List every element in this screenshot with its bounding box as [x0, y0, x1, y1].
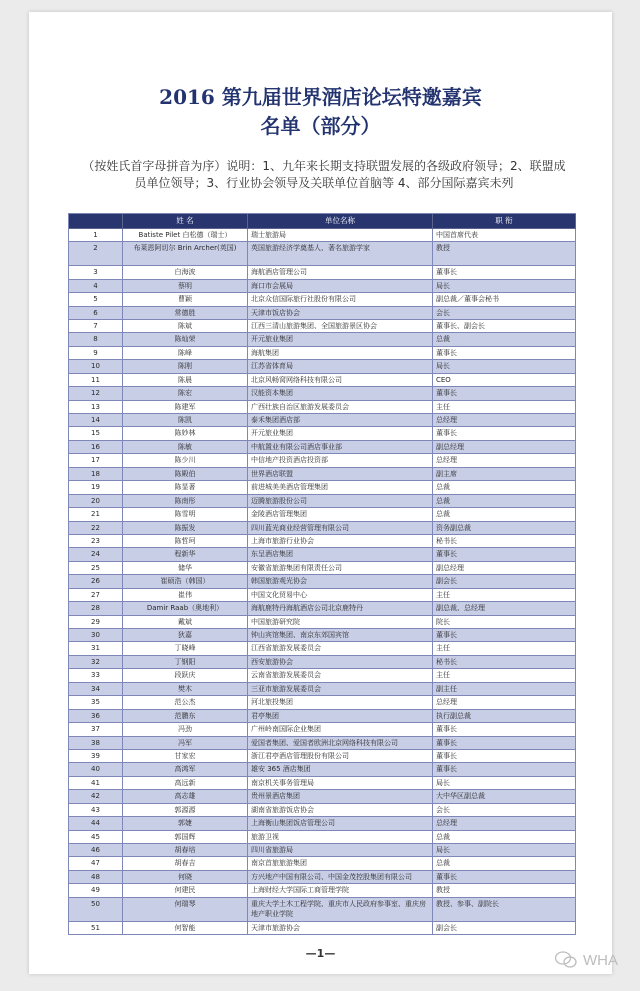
guest-name: 陈斌	[123, 320, 248, 333]
row-index: 2	[69, 242, 123, 266]
row-index: 44	[69, 817, 123, 830]
row-index: 42	[69, 790, 123, 803]
table-row	[69, 333, 576, 346]
guest-title: 局长	[433, 844, 576, 857]
guest-unit: 泰禾集团酒店部	[248, 414, 433, 427]
table-row	[69, 922, 576, 935]
guest-name: 高鸿军	[123, 763, 248, 776]
guest-title: 局长	[433, 360, 576, 373]
table-row	[69, 266, 576, 279]
table-row	[69, 683, 576, 696]
table-row	[69, 293, 576, 306]
guest-name: 常德胜	[123, 307, 248, 320]
row-index: 38	[69, 737, 123, 750]
table-row	[69, 737, 576, 750]
row-index: 27	[69, 589, 123, 602]
row-index: 37	[69, 723, 123, 736]
guest-name: 胡春培	[123, 844, 248, 857]
guest-title: 董事长	[433, 347, 576, 360]
row-index: 49	[69, 884, 123, 897]
guest-unit: 天津市饭店协会	[248, 307, 433, 320]
guest-name: 冯军	[123, 737, 248, 750]
table-row	[69, 360, 576, 373]
guest-unit: 海航集团	[248, 347, 433, 360]
guest-title: 局长	[433, 777, 576, 790]
guest-name: 陈显著	[123, 481, 248, 494]
guest-unit: 海航酒店管理公司	[248, 266, 433, 279]
table-row	[69, 575, 576, 588]
guest-name: 甘家宏	[123, 750, 248, 763]
row-index: 46	[69, 844, 123, 857]
guest-name: 陈哲珂	[123, 535, 248, 548]
guest-table	[68, 213, 576, 935]
guest-unit: 瑞士旅游局	[248, 229, 433, 242]
guest-name: 陈振发	[123, 522, 248, 535]
table-row	[69, 629, 576, 642]
guest-unit: 三亚市旅游发展委员会	[248, 683, 433, 696]
row-index: 28	[69, 602, 123, 615]
table-row	[69, 763, 576, 776]
row-index: 23	[69, 535, 123, 548]
table-row	[69, 844, 576, 857]
row-index: 8	[69, 333, 123, 346]
guest-name: 何晓	[123, 871, 248, 884]
guest-unit: 雄安 365 酒店集团	[248, 763, 433, 776]
guest-name: 范公杰	[123, 696, 248, 709]
guest-unit: 安徽省旅游集团有限责任公司	[248, 562, 433, 575]
guest-name: 胡春吉	[123, 857, 248, 870]
guest-name: 陈建军	[123, 401, 248, 414]
guest-title: 董事长	[433, 427, 576, 440]
row-index: 45	[69, 831, 123, 844]
guest-title: 总裁	[433, 333, 576, 346]
guest-name: Damir Raab（奥地利）	[123, 602, 248, 615]
row-index: 22	[69, 522, 123, 535]
row-index: 41	[69, 777, 123, 790]
table-row	[69, 817, 576, 830]
guest-name: 何瑞琴	[123, 898, 248, 922]
guest-unit: 君亭集团	[248, 710, 433, 723]
row-index: 26	[69, 575, 123, 588]
table-row	[69, 642, 576, 655]
header-title: 职 衔	[433, 214, 576, 229]
guest-title: 总裁	[433, 508, 576, 521]
row-index: 12	[69, 387, 123, 400]
guest-unit: 上海市旅游行业协会	[248, 535, 433, 548]
guest-unit: 江西省旅游发展委员会	[248, 642, 433, 655]
guest-unit: 云南省旅游发展委员会	[248, 669, 433, 682]
document-subtitle: 名单（部分）	[260, 114, 381, 138]
table-row	[69, 280, 576, 293]
table-row	[69, 616, 576, 629]
guest-unit: 贵州景酒店集团	[248, 790, 433, 803]
row-index: 36	[69, 710, 123, 723]
guest-unit: 前进城美美酒店管理集团	[248, 481, 433, 494]
guest-name: 高远新	[123, 777, 248, 790]
row-index: 34	[69, 683, 123, 696]
guest-name: 戴斌	[123, 616, 248, 629]
guest-title: 副主席	[433, 468, 576, 481]
guest-unit: 开元旅业集团	[248, 427, 433, 440]
row-index: 1	[69, 229, 123, 242]
table-row	[69, 804, 576, 817]
guest-title: 董事长	[433, 737, 576, 750]
guest-name: 白海波	[123, 266, 248, 279]
guest-title: 主任	[433, 589, 576, 602]
guest-title: 董事长	[433, 763, 576, 776]
guest-title: 总裁	[433, 857, 576, 870]
guest-unit: 海航鹿特丹海航酒店公司北京鹿特丹	[248, 602, 433, 615]
table-row	[69, 589, 576, 602]
guest-name: 丁钢阳	[123, 656, 248, 669]
table-row	[69, 898, 576, 922]
guest-name: 布莱恩阿切尔 Brin Archer(英国)	[123, 242, 248, 266]
row-index: 40	[69, 763, 123, 776]
guest-title: 董事长	[433, 723, 576, 736]
guest-unit: 中国旅游研究院	[248, 616, 433, 629]
guest-name: 冯劲	[123, 723, 248, 736]
guest-title: 董事长	[433, 548, 576, 561]
guest-name: 高志雄	[123, 790, 248, 803]
guest-name: 陈晨	[123, 374, 248, 387]
guest-unit: 北京风畅窝网络科技有限公司	[248, 374, 433, 387]
guest-title: 总经理	[433, 414, 576, 427]
table-row	[69, 871, 576, 884]
table-row	[69, 468, 576, 481]
table-row	[69, 562, 576, 575]
row-index: 50	[69, 898, 123, 922]
table-row	[69, 522, 576, 535]
guest-unit: 广西壮族自治区旅游发展委员会	[248, 401, 433, 414]
row-index: 48	[69, 871, 123, 884]
guest-title: 秘书长	[433, 535, 576, 548]
guest-name: 储华	[123, 562, 248, 575]
row-index: 18	[69, 468, 123, 481]
guest-name: 陈少川	[123, 454, 248, 467]
guest-unit: 上海衡山集团饭店管理公司	[248, 817, 433, 830]
row-index: 25	[69, 562, 123, 575]
guest-name: 陈妙林	[123, 427, 248, 440]
document-note: （按姓氏首字母拼音为序）说明：1、九年来长期支持联盟发展的各级政府领导；2、联盟成员单位领导；3、行业协会领导及关联单位首脑等 4、部分国际嘉宾未列	[82, 159, 566, 190]
guest-title: 副总裁／董事会秘书	[433, 293, 576, 306]
guest-title: 总裁	[433, 481, 576, 494]
table-row	[69, 347, 576, 360]
row-index: 13	[69, 401, 123, 414]
guest-unit: 东呈酒店集团	[248, 548, 433, 561]
guest-unit: 钟山宾馆集团、南京东郊国宾馆	[248, 629, 433, 642]
guest-unit: 旅游卫视	[248, 831, 433, 844]
guest-name: 樊木	[123, 683, 248, 696]
guest-unit: 河北旅投集团	[248, 696, 433, 709]
guest-title: 董事长	[433, 387, 576, 400]
row-index: 35	[69, 696, 123, 709]
row-index: 9	[69, 347, 123, 360]
row-index: 29	[69, 616, 123, 629]
table-row	[69, 387, 576, 400]
row-index: 11	[69, 374, 123, 387]
guest-name: 曹颖	[123, 293, 248, 306]
guest-name: 陈刚	[123, 360, 248, 373]
guest-name: 崔伟	[123, 589, 248, 602]
table-row	[69, 602, 576, 615]
guest-name: 陈宏	[123, 387, 248, 400]
guest-unit: 南京首旅旅游集团	[248, 857, 433, 870]
row-index: 7	[69, 320, 123, 333]
table-row	[69, 884, 576, 897]
guest-name: 何智能	[123, 922, 248, 935]
guest-title: 副会长	[433, 575, 576, 588]
row-index: 33	[69, 669, 123, 682]
guest-title: 副总经理	[433, 562, 576, 575]
guest-name: 陈南彤	[123, 495, 248, 508]
table-row	[69, 401, 576, 414]
guest-title: 副总裁、总经理	[433, 602, 576, 615]
chat-bubble-icon	[555, 951, 577, 969]
table-row	[69, 454, 576, 467]
guest-title: 副总经理	[433, 441, 576, 454]
table-row	[69, 320, 576, 333]
guest-name: 郭源源	[123, 804, 248, 817]
guest-unit: 爱国者集团、爱国者欧洲北京网络科技有限公司	[248, 737, 433, 750]
guest-unit: 中信地产投资酒店投资部	[248, 454, 433, 467]
table-body	[69, 229, 576, 935]
guest-title: 主任	[433, 669, 576, 682]
guest-name: 陈敏	[123, 441, 248, 454]
table-row	[69, 831, 576, 844]
guest-unit: 世界酒店联盟	[248, 468, 433, 481]
guest-title: 董事长	[433, 266, 576, 279]
guest-unit: 汉能资本集团	[248, 387, 433, 400]
row-index: 5	[69, 293, 123, 306]
guest-title: 会长	[433, 804, 576, 817]
document-title: 2016 第九届世界酒店论坛特邀嘉宾	[159, 85, 482, 109]
guest-title: 董事长	[433, 750, 576, 763]
guest-name: 狄嘉	[123, 629, 248, 642]
row-index: 14	[69, 414, 123, 427]
guest-title: 局长	[433, 280, 576, 293]
table-row	[69, 229, 576, 242]
row-index: 30	[69, 629, 123, 642]
guest-name: 郭婕	[123, 817, 248, 830]
table-row	[69, 414, 576, 427]
row-index: 16	[69, 441, 123, 454]
table-row	[69, 696, 576, 709]
guest-title: 总裁	[433, 495, 576, 508]
guest-title: 董事长	[433, 629, 576, 642]
table-row	[69, 441, 576, 454]
guest-title: 教授、参事、副院长	[433, 898, 576, 922]
row-index: 32	[69, 656, 123, 669]
table-row	[69, 669, 576, 682]
header-index	[69, 214, 123, 229]
row-index: 31	[69, 642, 123, 655]
page-number: —1—	[305, 947, 336, 960]
guest-title: CEO	[433, 374, 576, 387]
table-row	[69, 710, 576, 723]
row-index: 6	[69, 307, 123, 320]
guest-unit: 南京机关事务管理局	[248, 777, 433, 790]
guest-unit: 重庆大学土木工程学院、重庆市人民政府参事室、重庆房地产职业学院	[248, 898, 433, 922]
guest-unit: 江西三清山旅游集团、全国旅游景区协会	[248, 320, 433, 333]
row-index: 21	[69, 508, 123, 521]
table-row	[69, 427, 576, 440]
guest-title: 执行副总裁	[433, 710, 576, 723]
guest-unit: 方兴地产中国有限公司、中国金茂控股集团有限公司	[248, 871, 433, 884]
row-index: 10	[69, 360, 123, 373]
guest-name: 陈凯	[123, 414, 248, 427]
guest-title: 主任	[433, 642, 576, 655]
guest-name: 程新华	[123, 548, 248, 561]
table-row	[69, 750, 576, 763]
guest-name: 陈雪明	[123, 508, 248, 521]
row-index: 19	[69, 481, 123, 494]
guest-title: 副主任	[433, 683, 576, 696]
table-row	[69, 242, 576, 266]
row-index: 51	[69, 922, 123, 935]
guest-name: 陈灿荣	[123, 333, 248, 346]
guest-title: 总经理	[433, 817, 576, 830]
row-index: 24	[69, 548, 123, 561]
guest-title: 中国首席代表	[433, 229, 576, 242]
guest-title: 主任	[433, 401, 576, 414]
guest-title: 秘书长	[433, 656, 576, 669]
guest-title: 资务副总裁	[433, 522, 576, 535]
guest-title: 总经理	[433, 696, 576, 709]
guest-unit: 开元旅业集团	[248, 333, 433, 346]
guest-unit: 四川省旅游局	[248, 844, 433, 857]
guest-title: 总裁	[433, 831, 576, 844]
watermark-text: WHA	[583, 951, 618, 969]
guest-unit: 广州岭南国际企业集团	[248, 723, 433, 736]
guest-unit: 天津市旅游协会	[248, 922, 433, 935]
guest-title: 会长	[433, 307, 576, 320]
guest-name: 崔硕浩（韩国）	[123, 575, 248, 588]
table-row	[69, 508, 576, 521]
table-row	[69, 535, 576, 548]
guest-name: 蔡明	[123, 280, 248, 293]
table-row	[69, 857, 576, 870]
table-row	[69, 777, 576, 790]
guest-title: 董事长	[433, 871, 576, 884]
row-index: 3	[69, 266, 123, 279]
guest-name: 郭国辉	[123, 831, 248, 844]
guest-title: 董事长、副会长	[433, 320, 576, 333]
guest-title: 教授	[433, 884, 576, 897]
guest-unit: 上海财经大学国际工商管理学院	[248, 884, 433, 897]
guest-name: 陈峰	[123, 347, 248, 360]
row-index: 4	[69, 280, 123, 293]
guest-title: 院长	[433, 616, 576, 629]
guest-unit: 浙江君亭酒店管理股份有限公司	[248, 750, 433, 763]
header-name: 姓 名	[123, 214, 248, 229]
row-index: 47	[69, 857, 123, 870]
guest-unit: 迈腾旅游股份公司	[248, 495, 433, 508]
table-row	[69, 656, 576, 669]
table-row	[69, 481, 576, 494]
guest-name: 段跃庆	[123, 669, 248, 682]
table-row	[69, 495, 576, 508]
table-row	[69, 307, 576, 320]
row-index: 20	[69, 495, 123, 508]
table-row	[69, 374, 576, 387]
table-row	[69, 548, 576, 561]
guest-unit: 中国文化贸易中心	[248, 589, 433, 602]
guest-title: 副会长	[433, 922, 576, 935]
guest-unit: 韩国旅游观光协会	[248, 575, 433, 588]
guest-name: 何建民	[123, 884, 248, 897]
guest-name: 丁晓峰	[123, 642, 248, 655]
table-header-row	[69, 214, 576, 229]
guest-title: 大中华区副总裁	[433, 790, 576, 803]
guest-name: 陈殿伯	[123, 468, 248, 481]
guest-unit: 湖南省旅游饭店协会	[248, 804, 433, 817]
row-index: 17	[69, 454, 123, 467]
table-row	[69, 723, 576, 736]
guest-title: 教授	[433, 242, 576, 266]
wechat-watermark	[555, 951, 618, 969]
guest-unit: 海口市会展局	[248, 280, 433, 293]
header-unit: 单位名称	[248, 214, 433, 229]
guest-unit: 西安旅游协会	[248, 656, 433, 669]
table-row	[69, 790, 576, 803]
row-index: 15	[69, 427, 123, 440]
guest-unit: 英国旅游经济学奠基人、著名旅游学家	[248, 242, 433, 266]
guest-name: Batiste Pilet 白松德（瑞士）	[123, 229, 248, 242]
guest-unit: 江苏省体育局	[248, 360, 433, 373]
row-index: 39	[69, 750, 123, 763]
guest-name: 范鹏东	[123, 710, 248, 723]
guest-unit: 中航置业有限公司酒店事业部	[248, 441, 433, 454]
row-index: 43	[69, 804, 123, 817]
guest-unit: 金陵酒店管理集团	[248, 508, 433, 521]
guest-unit: 北京众信国际旅行社股份有限公司	[248, 293, 433, 306]
guest-unit: 四川蓝光商业经营管理有限公司	[248, 522, 433, 535]
document-page	[29, 12, 612, 974]
guest-title: 总经理	[433, 454, 576, 467]
